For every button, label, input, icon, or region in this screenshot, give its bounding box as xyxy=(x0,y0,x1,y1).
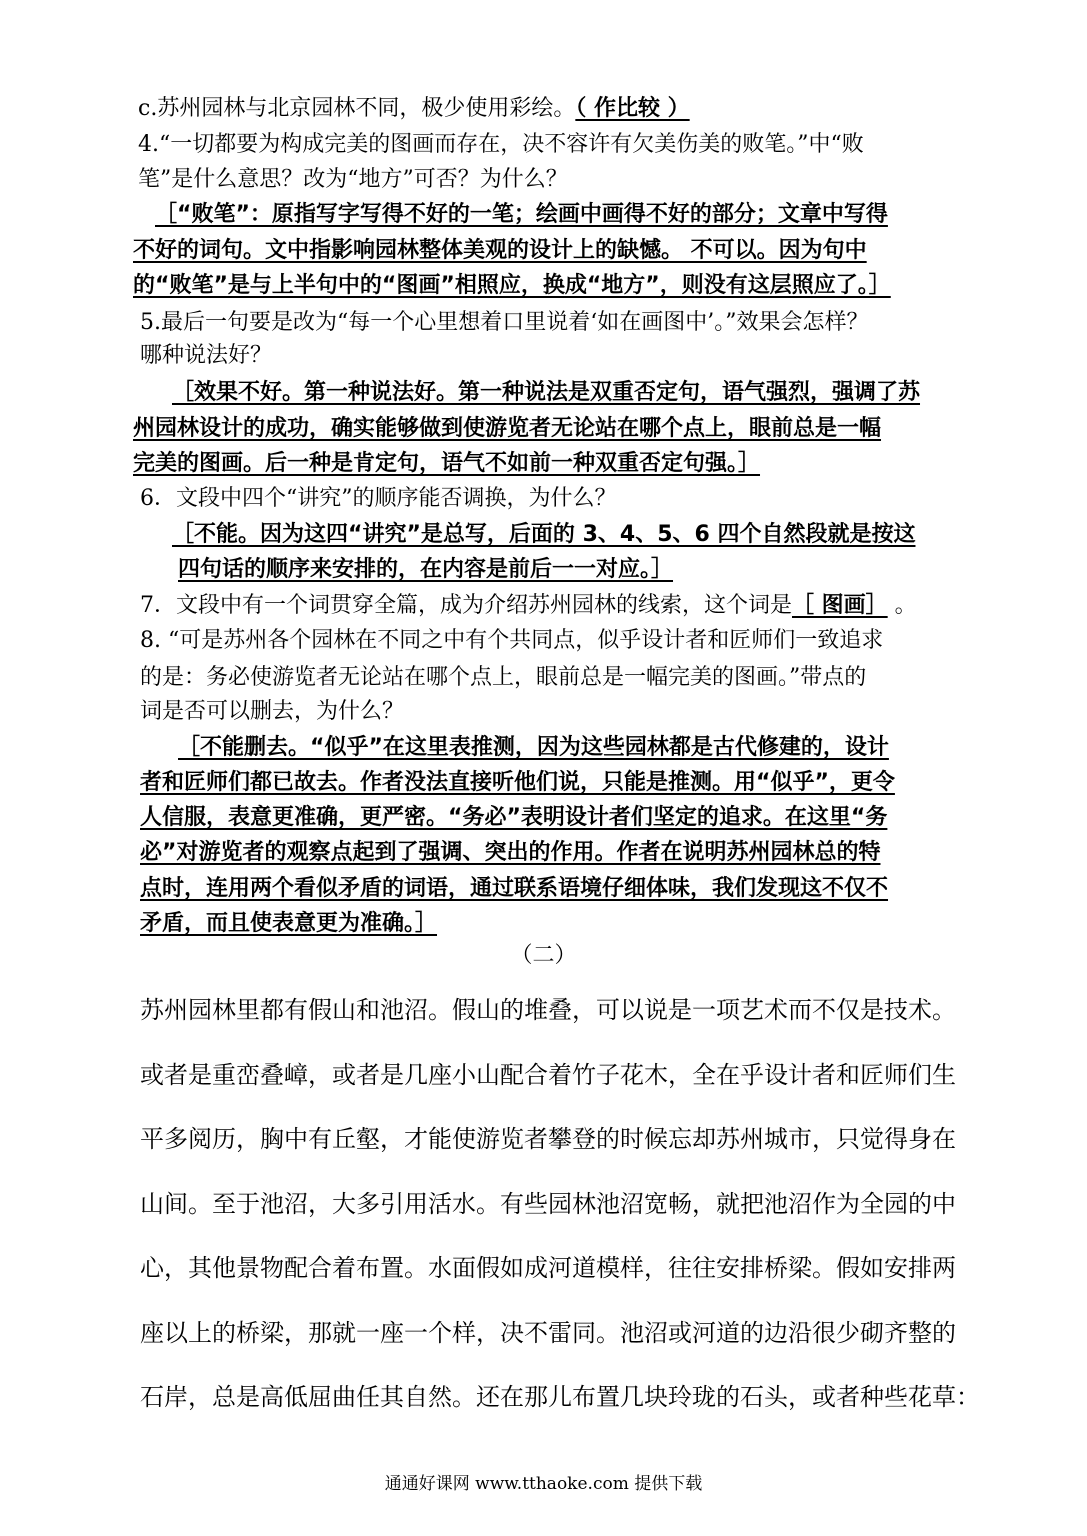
passage-line-3: 平多阅历，胸中有丘壑，才能使游览者攀登的时候忘却苏州城市，只觉得身在 xyxy=(140,1125,956,1153)
answer-8-line-2: 者和匠师们都已故去。作者没法直接听他们说，只能是推测。用“似乎”，更令 xyxy=(140,770,895,795)
question-4-line-1: 4.“一切都要为构成完美的图画而存在，决不容许有欠美伤美的败笔。”中“败 xyxy=(138,132,864,157)
item-c-text: c.苏州园林与北京园林不同，极少使用彩绘。 xyxy=(138,96,576,121)
question-5-line-1: 5.最后一句要是改为“每一个心里想着口里说着‘如在画图中’。”效果会怎样？ xyxy=(140,310,869,335)
passage-line-1: 苏州园林里都有假山和池沼。假山的堆叠，可以说是一项艺术而不仅是技术。 xyxy=(140,996,956,1024)
answer-6-line-1: ［不能。因为这四“讲究”是总写，后面的 3、4、5、6 四个自然段就是按这 xyxy=(172,522,916,547)
answer-6-line-2: 四句话的顺序来安排的，在内容是前后一一对应。］ xyxy=(178,557,674,582)
item-c-line xyxy=(138,94,690,124)
question-5-line-2: 哪种说法好？ xyxy=(140,343,273,368)
question-6: 6．文段中四个“讲究”的顺序能否调换，为什么？ xyxy=(140,486,617,511)
passage-line-7: 石岸，总是高低屈曲任其自然。还在那儿布置几块玲珑的石头，或者种些花草： xyxy=(140,1383,980,1411)
question-8-line-2: 的是：务必使游览者无论站在哪个点上，眼前总是一幅完美的图画。”带点的 xyxy=(140,665,867,690)
item-c-answer: （ 作比较 ） xyxy=(575,96,690,121)
answer-8-line-1: ［不能删去。“似乎”在这里表推测，因为这些园林都是古代修建的，设计 xyxy=(178,735,889,760)
question-8-line-3: 词是否可以删去，为什么？ xyxy=(140,699,405,724)
answer-8-line-3: 人信服，表意更准确，更严密。“务必”表明设计者们坚定的追求。在这里“务 xyxy=(140,805,888,830)
answer-8-line-4: 必”对游览者的观察点起到了强调、突出的作用。作者在说明苏州园林总的特 xyxy=(140,840,881,865)
question-7-line xyxy=(140,591,917,621)
question-7-answer: ［ 图画］ xyxy=(792,593,888,618)
question-7-text: 7．文段中有一个词贯穿全篇，成为介绍苏州园林的线索，这个词是 xyxy=(140,593,792,618)
section-heading: （二） xyxy=(510,943,577,968)
answer-4-line-3: 的“败笔”是与上半句中的“图画”相照应，换成“地方”，则没有这层照应了。］ xyxy=(133,273,891,298)
question-7-end: 。 xyxy=(887,593,917,618)
passage-line-4: 山间。至于池沼，大多引用活水。有些园林池沼宽畅，就把池沼作为全园的中 xyxy=(140,1190,956,1218)
answer-5-line-3: 完美的图画。后一种是肯定句，语气不如前一种双重否定句强。］ xyxy=(133,451,761,476)
answer-5-line-2: 州园林设计的成功，确实能够做到使游览者无论站在哪个点上，眼前总是一幅 xyxy=(133,416,882,441)
passage-line-5: 心，其他景物配合着布置。水面假如成河道模样，往往安排桥梁。假如安排两 xyxy=(140,1254,956,1282)
passage-line-6: 座以上的桥梁，那就一座一个样，决不雷同。池沼或河道的边沿很少砌齐整的 xyxy=(140,1319,956,1347)
answer-4-line-1: ［“败笔”：原指写字写得不好的一笔；绘画中画得不好的部分；文章中写得 xyxy=(155,202,888,227)
passage-line-2: 或者是重峦叠嶂，或者是几座小山配合着竹子花木，全在乎设计者和匠师们生 xyxy=(140,1061,956,1089)
answer-8-line-5: 点时，连用两个看似矛盾的词语，通过联系语境仔细体味，我们发现这不仅不 xyxy=(140,876,889,901)
answer-5-line-1: ［效果不好。第一种说法好。第一种说法是双重否定句，语气强烈，强调了苏 xyxy=(172,380,921,405)
question-4-line-2: 笔”是什么意思？改为“地方”可否？为什么？ xyxy=(138,167,568,192)
question-8-line-1: 8. “可是苏州各个园林在不同之中有个共同点，似乎设计者和匠师们一致追求 xyxy=(140,628,884,653)
answer-4-line-2: 不好的词句。文中指影响园林整体美观的设计上的缺憾。 不可以。因为句中 xyxy=(133,238,867,263)
page-footer: 通通好课网 www.tthaoke.com 提供下载 xyxy=(384,1474,703,1494)
answer-8-line-6: 矛盾，而且使表意更为准确。］ xyxy=(140,911,438,936)
